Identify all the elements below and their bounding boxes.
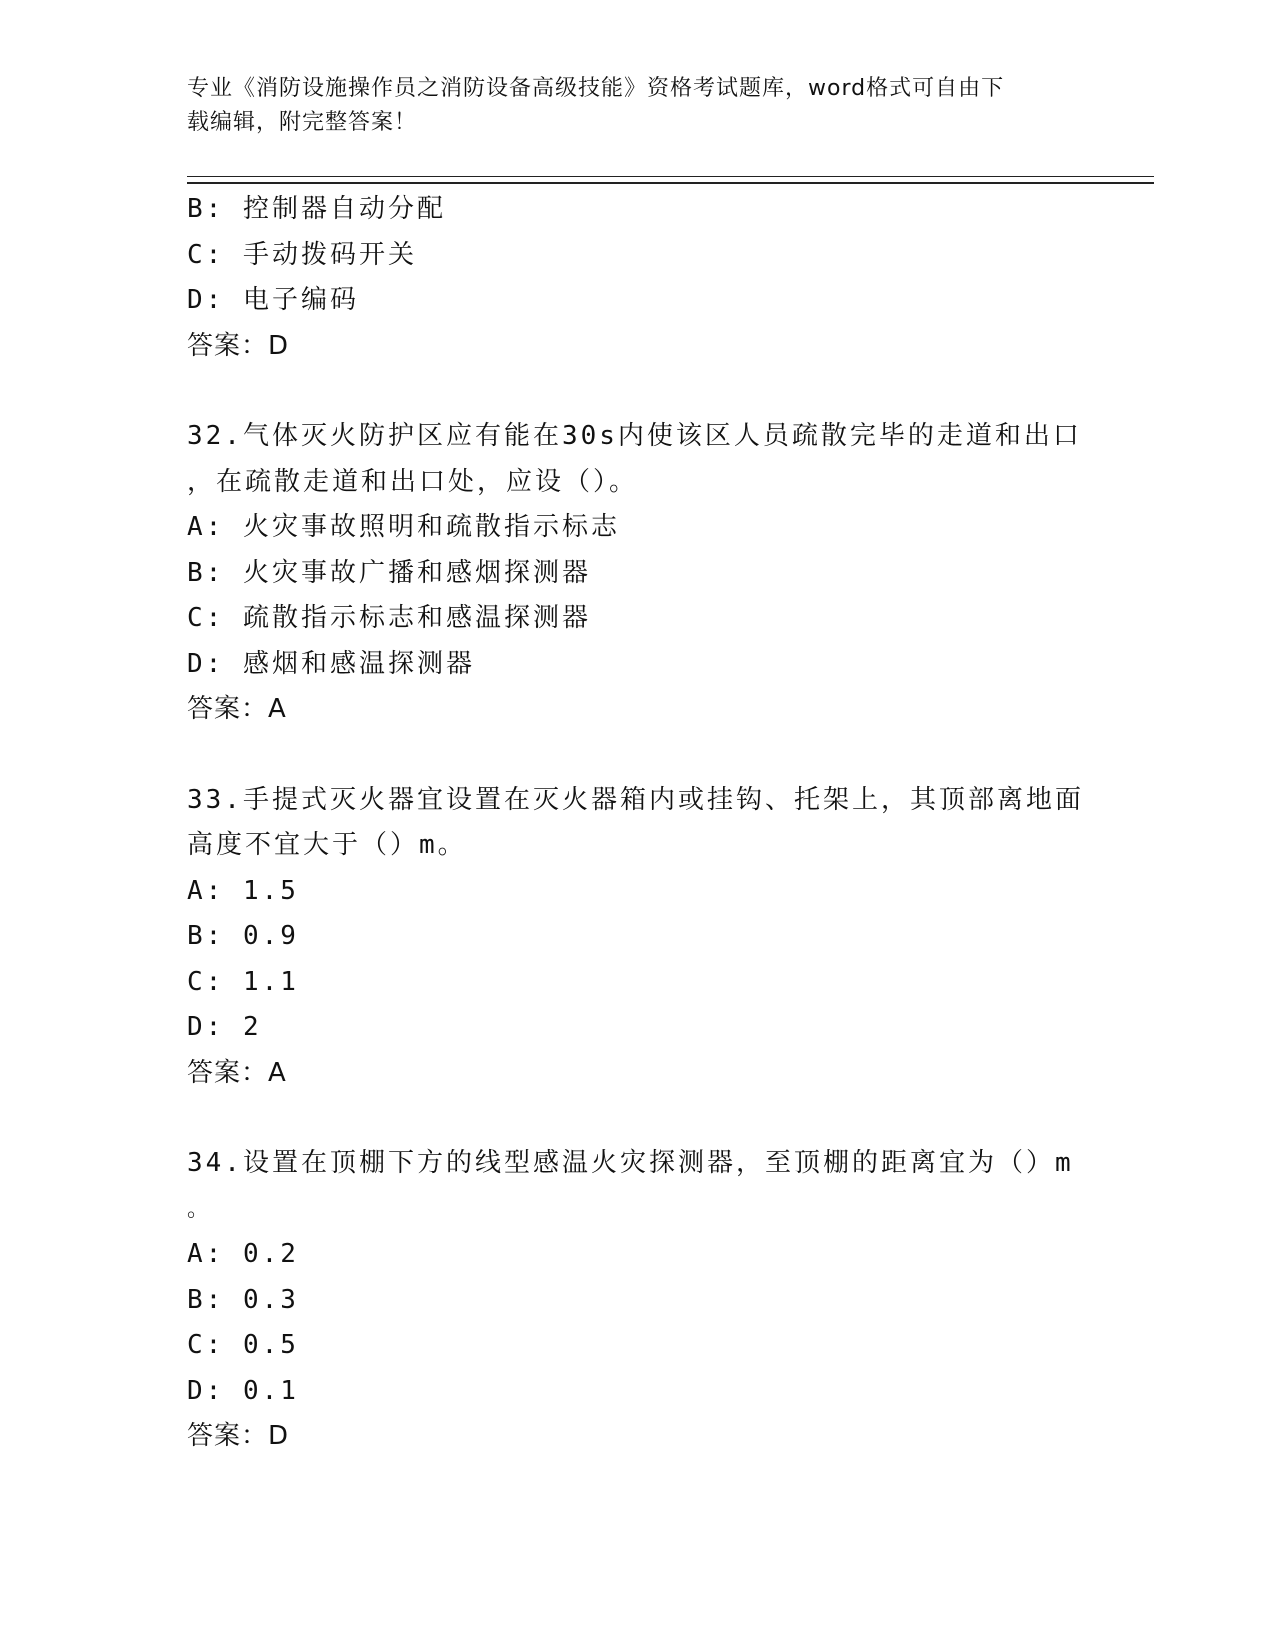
document-header (187, 72, 1067, 140)
question-stem-continued: 高度不宜大于（）m。 (187, 830, 467, 860)
answer-label: 答案：D (187, 1421, 290, 1451)
option-c: C: 0.5 (187, 1330, 299, 1360)
question-list (187, 187, 1087, 1460)
option-a: A: 1.5 (187, 875, 299, 906)
question-33 (187, 778, 1087, 1097)
option-b: B: 0.9 (187, 921, 299, 951)
option-c: C: 疏散指示标志和感温探测器 (187, 603, 591, 633)
question-34 (187, 1141, 1087, 1460)
option-c: C: 1.1 (187, 966, 299, 997)
answer-label: 答案：D (187, 330, 290, 361)
header-divider (187, 176, 1154, 177)
question-stem-continued: 。 (187, 1196, 213, 1222)
answer-label: 答案：A (187, 694, 287, 724)
prev-question-block (187, 187, 1087, 369)
question-stem: 34.设置在顶棚下方的线型感温火灾探测器，至顶棚的距离宜为（）m (187, 1148, 1074, 1178)
header-line-2: 载编辑，附完整答案！ (187, 110, 418, 135)
question-32 (187, 414, 1087, 733)
header-line-1: 专业《消防设施操作员之消防设备高级技能》资格考试题库，word格式可自由下 (187, 76, 1005, 101)
question-stem: 32.气体灭火防护区应有能在30s内使该区人员疏散完毕的走道和出口 (187, 421, 1082, 451)
option-d: D: 0.1 (187, 1375, 299, 1406)
question-stem: 33.手提式灭火器宜设置在灭火器箱内或挂钩、托架上，其顶部离地面 (187, 784, 1084, 815)
option-a: A: 火灾事故照明和疏散指示标志 (187, 512, 620, 542)
option-a: A: 0.2 (187, 1239, 299, 1269)
header-divider-thick (187, 182, 1154, 184)
answer-label: 答案：A (187, 1057, 287, 1088)
option-b: B: 控制器自动分配 (187, 194, 446, 224)
option-d: D: 感烟和感温探测器 (187, 648, 475, 679)
option-d: D: 2 (187, 1012, 262, 1042)
option-b: B: 0.3 (187, 1284, 299, 1315)
option-d: D: 电子编码 (187, 285, 359, 315)
option-b: B: 火灾事故广播和感烟探测器 (187, 557, 591, 588)
option-c: C: 手动拨码开关 (187, 239, 417, 270)
question-stem-continued: ，在疏散走道和出口处，应设（）。 (187, 466, 639, 497)
